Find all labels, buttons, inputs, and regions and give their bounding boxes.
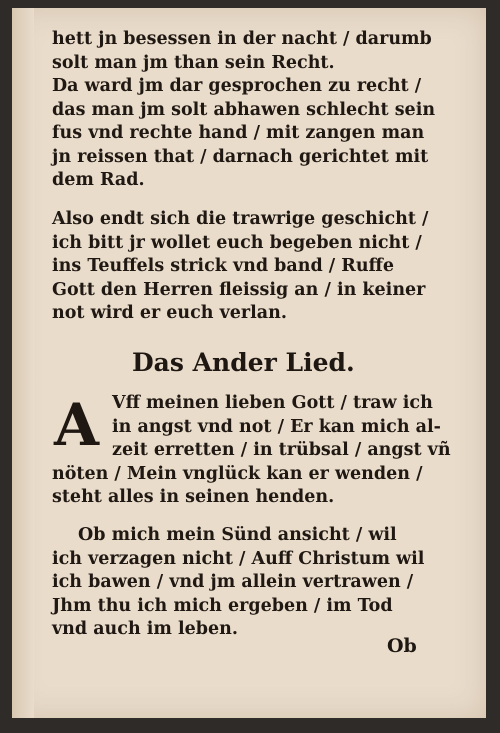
catchword: Ob (387, 635, 417, 657)
text-line: in angst vnd not / Er kan mich al- (112, 416, 441, 437)
text-line: ich verzagen nicht / Auff Christum wil (52, 548, 425, 569)
book-page (12, 8, 486, 718)
page-gutter (12, 8, 34, 718)
text-block-conclusion (52, 208, 429, 326)
section-heading: Das Ander Lied. (132, 348, 355, 377)
text-line: Ob mich mein Sünd ansicht / wil (78, 525, 397, 545)
text-line: Vff meinen lieben Gott / traw ich (112, 393, 433, 413)
text-line: not wird er euch verlan. (52, 303, 287, 323)
text-block-song-stanza-1 (52, 392, 451, 510)
text-block-song-stanza-2 (52, 524, 425, 642)
drop-cap-initial: A (54, 391, 100, 459)
text-line: nöten / Mein vnglück kan er wenden / (52, 463, 423, 484)
text-line: fus vnd rechte hand / mit zangen man (52, 123, 425, 143)
text-line: ins Teuffels strick vnd band / Ruffe (52, 256, 395, 276)
text-line: ich bawen / vnd jm allein vertrawen / (52, 572, 414, 592)
text-block-continuation (52, 28, 436, 193)
text-line: Gott den Herren fleissig an / in keiner (52, 279, 426, 300)
text-line: zeit erretten / in trübsal / angst vñ (112, 440, 451, 460)
text-line: hett jn besessen in der nacht / darumb (52, 29, 432, 49)
text-line: Da ward jm dar gesprochen zu recht / (52, 76, 422, 96)
text-line: solt man jm than sein Recht. (52, 52, 335, 73)
text-line: jn reissen that / darnach gerichtet mit (52, 146, 429, 167)
text-line: ich bitt jr wollet euch begeben nicht / (52, 232, 422, 253)
text-line: steht alles in seinen henden. (52, 487, 335, 507)
text-line: das man jm solt abhawen schlecht sein (52, 99, 436, 120)
text-line: vnd auch im leben. (52, 619, 238, 639)
text-line: dem Rad. (52, 170, 145, 190)
text-line: Also endt sich die trawrige geschicht / (52, 209, 429, 229)
text-line: Jhm thu ich mich ergeben / im Tod (52, 595, 393, 616)
